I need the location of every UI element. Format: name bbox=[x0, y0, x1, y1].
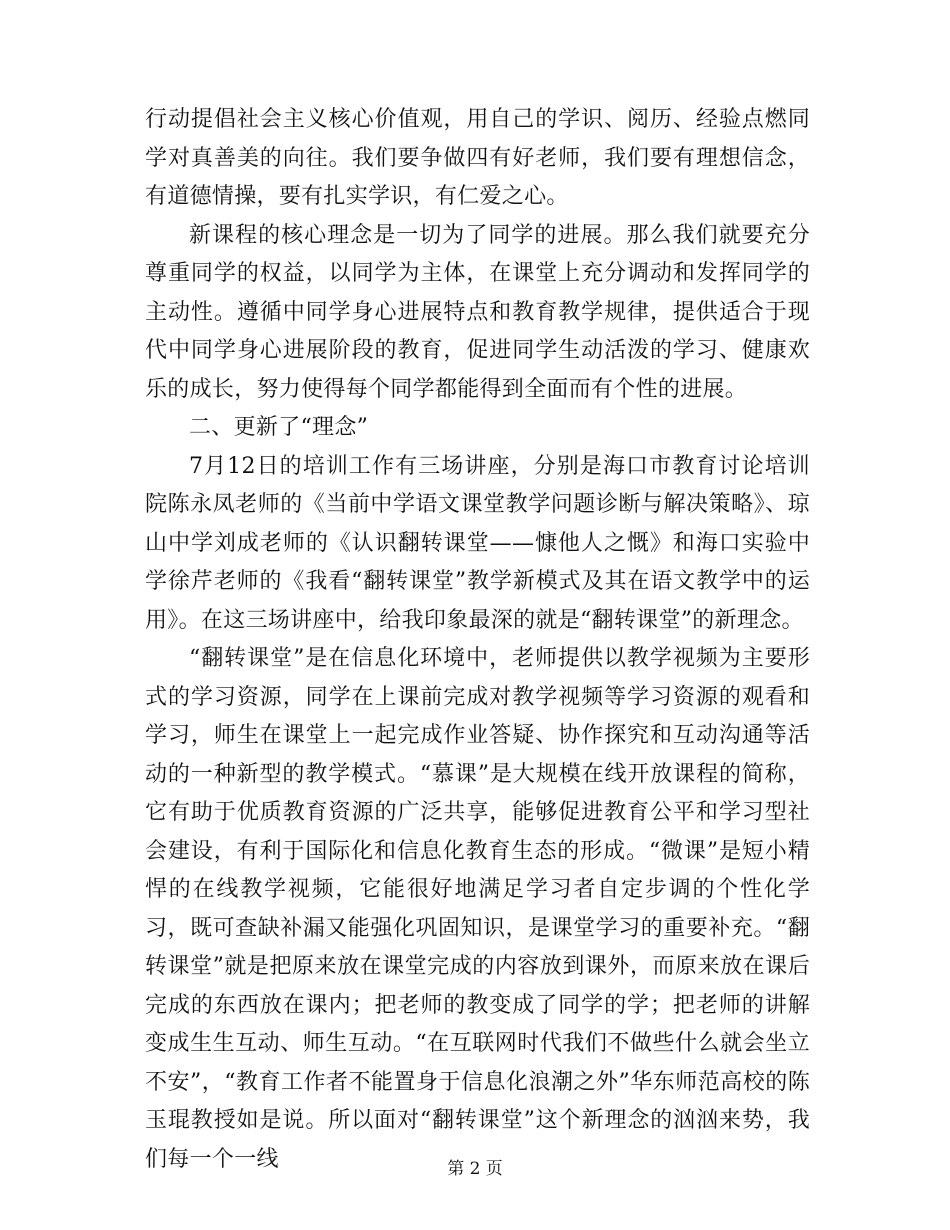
section-heading: 二、更新了“理念” bbox=[189, 415, 369, 440]
paragraph-1: 行动提倡社会主义核心价值观，用自己的学识、阅历、经验点燃同学对真善美的向往。我们要争做四有好老师，我们要有理想信念，有道德情操，要有扎实学识，有仁爱之心。 bbox=[145, 107, 810, 209]
page-number: 第 2 页 bbox=[447, 1159, 503, 1179]
paragraph-2: 新课程的核心理念是一切为了同学的进展。那么我们就要充分尊重同学的权益，以同学为主体，在课堂上充分调动和发挥同学的主动性。遵循中同学身心进展特点和教育教学规律，提供适合于现代中同学身心进展阶段的教育，促进同学生动活泼的学习、健康欢乐的成长，努力使得每个同学都能得到全面而有个性的进展。 bbox=[145, 222, 810, 402]
paragraph-3: 7月12日的培训工作有三场讲座，分别是海口市教育讨论培训院陈永凤老师的《当前中学语文课堂教学问题诊断与解决策略》、琼山中学刘成老师的《认识翻转课堂——慷他人之慨》和海口实验中学徐芹老师的《我看“翻转课堂”教学新模式及其在语文教学中的运用》。在这三场讲座中，给我印象最深的就是“翻转课堂”的新理念。 bbox=[145, 453, 810, 633]
paragraph-4: “翻转课堂”是在信息化环境中，老师提供以教学视频为主要形式的学习资源，同学在上课前完成对教学视频等学习资源的观看和学习，师生在课堂上一起完成作业答疑、协作探究和互动沟通等活动的一种新型的教学模式。“慕课”是大规模在线开放课程的简称，它有助于优质教育资源的广泛共享，能够促进教育公平和学习型社会建设，有利于国际化和信息化教育生态的形成。“微课”是短小精悍的在线教学视频，它能很好地满足学习者自定步调的个性化学习，既可查缺补漏又能强化巩固知识，是课堂学习的重要补充。“翻转课堂”就是把原来放在课堂完成的内容放到课外，而原来放在课后完成的东西放在课内；把老师的教变成了同学的学；把老师的讲解变成生生互动、师生互动。“在互联网时代我们不做些什么就会坐立不安”，“教育工作者不能置身于信息化浪潮之外”华东师范高校的陈玉琨教授如是说。所以面对“翻转课堂”这个新理念的汹汹来势，我们每一个一线 bbox=[145, 646, 810, 1172]
document-body bbox=[145, 101, 810, 1179]
